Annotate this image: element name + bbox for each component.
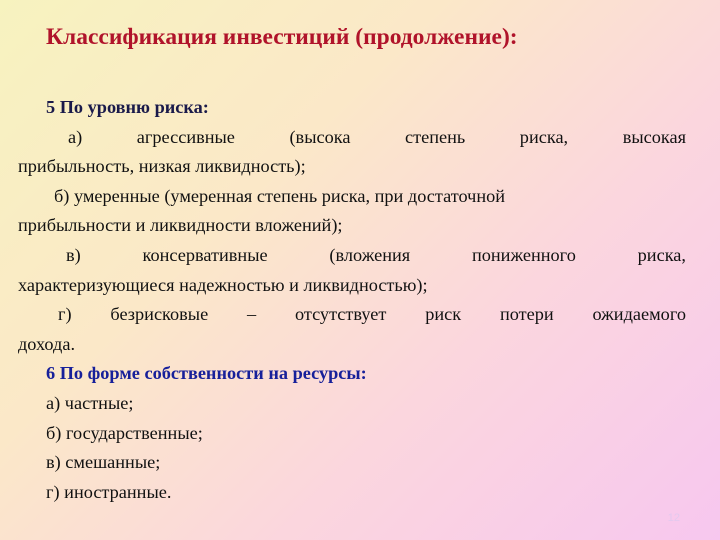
slide-title: Классификация инвестиций (продолжение):: [46, 24, 518, 50]
item-5c-line1: в) консервативные (вложения пониженного риска,: [66, 244, 686, 265]
item-5a-line2: прибыльность, низкая ликвидность);: [18, 156, 306, 177]
item-5b-line2: прибыльности и ликвидности вложений);: [18, 215, 343, 236]
section-5-heading: 5 По уровню риска:: [46, 97, 209, 117]
slide-content: [18, 93, 686, 507]
item-5d-line1: г) безрисковые – отсутствует риск потери ожидаемого: [58, 304, 686, 325]
section-6-heading: 6 По форме собственности на ресурсы:: [46, 363, 367, 384]
item-6c: в) смешанные;: [46, 452, 161, 473]
item-5d-line2: дохода.: [18, 333, 76, 354]
item-5b-line1: б) умеренные (умеренная степень риска, при достаточной: [54, 185, 506, 206]
page-number: 12: [667, 512, 680, 524]
item-6b: б) государственные;: [46, 422, 203, 443]
item-6d: г) иностранные.: [46, 481, 172, 502]
item-5c-line2: характеризующиеся надежностью и ликвидностью);: [18, 274, 428, 295]
item-6a: а) частные;: [46, 392, 134, 413]
item-5a-line1: а) агрессивные (высока степень риска, высокая: [68, 126, 686, 147]
